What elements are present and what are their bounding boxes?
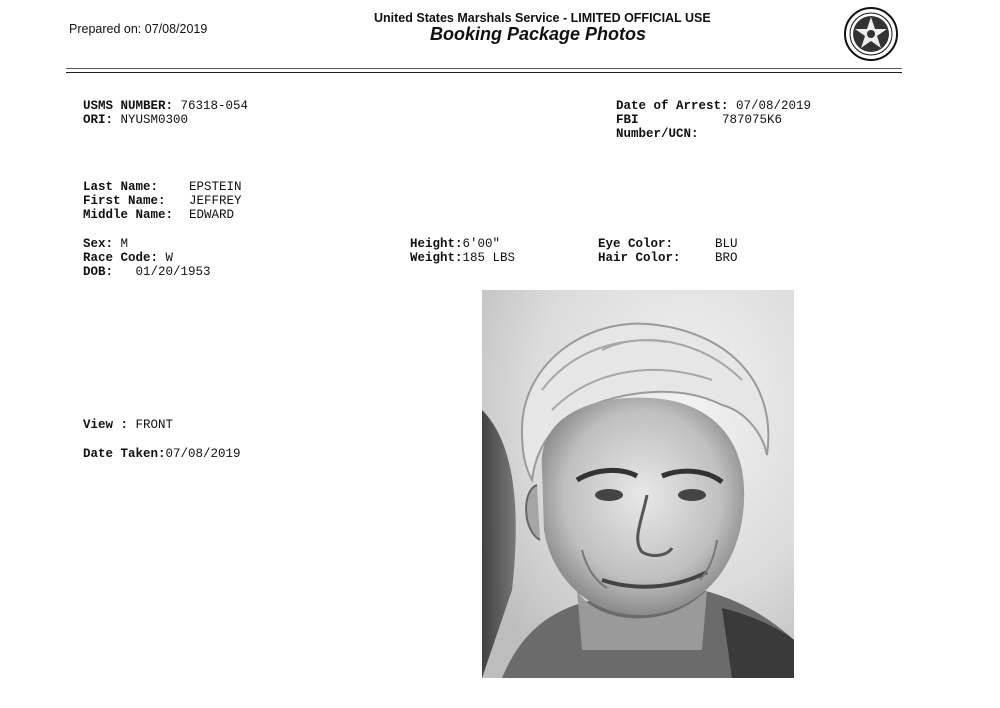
sex-row xyxy=(83,237,128,251)
last-name-value: EPSTEIN xyxy=(189,180,242,194)
sex-label: Sex: xyxy=(83,237,114,251)
dob-value: 01/20/1953 xyxy=(135,265,211,279)
height-label: Height: xyxy=(410,237,463,251)
height-row xyxy=(410,237,500,251)
ori-value: NYUSM0300 xyxy=(120,113,189,127)
first-name-label: First Name: xyxy=(83,194,166,208)
hair-color-value: BRO xyxy=(715,251,738,265)
middle-name-value: EDWARD xyxy=(189,208,235,222)
first-name-value: JEFFREY xyxy=(189,194,242,208)
dob-label: DOB: xyxy=(83,265,114,279)
race-row xyxy=(83,251,173,265)
agency-line: United States Marshals Service - LIMITED OFFICIAL USE xyxy=(374,11,711,25)
fbi-number-value: 787075K6 xyxy=(722,113,783,127)
date-taken-value: 07/08/2019 xyxy=(165,447,241,461)
header-rule xyxy=(66,68,902,69)
view-label: View : xyxy=(83,418,129,432)
dob-row xyxy=(83,265,211,279)
prepared-on-date: Prepared on: 07/08/2019 xyxy=(69,22,208,36)
race-value: W xyxy=(165,251,174,265)
usms-number-value: 76318-054 xyxy=(180,99,249,113)
fbi-label-ucn: Number/UCN: xyxy=(616,127,699,141)
hair-color-label: Hair Color: xyxy=(598,251,681,265)
eye-color-value: BLU xyxy=(715,237,738,251)
middle-name-label: Middle Name: xyxy=(83,208,174,222)
page-title: Booking Package Photos xyxy=(430,24,647,44)
weight-value: 185 LBS xyxy=(462,251,516,265)
height-value: 6'00" xyxy=(462,237,501,251)
weight-label: Weight: xyxy=(410,251,463,265)
date-of-arrest-value: 07/08/2019 xyxy=(736,99,812,113)
race-label: Race Code: xyxy=(83,251,159,265)
eye-color-label: Eye Color: xyxy=(598,237,674,251)
sex-value: M xyxy=(120,237,129,251)
date-of-arrest-row xyxy=(616,99,811,113)
ori-label: ORI: xyxy=(83,113,114,127)
usms-number-row xyxy=(83,99,248,113)
booking-photo xyxy=(482,290,794,678)
date-taken-row xyxy=(83,447,241,461)
usms-star-seal-icon xyxy=(843,6,899,62)
date-of-arrest-label: Date of Arrest: xyxy=(616,99,729,113)
usms-number-label: USMS NUMBER: xyxy=(83,99,174,113)
fbi-label: FBI xyxy=(616,113,639,127)
header-rule-2 xyxy=(66,72,902,73)
view-value: FRONT xyxy=(135,418,174,432)
view-row xyxy=(83,418,173,432)
last-name-label: Last Name: xyxy=(83,180,159,194)
ori-row xyxy=(83,113,188,127)
date-taken-label: Date Taken: xyxy=(83,447,166,461)
weight-row xyxy=(410,251,515,265)
